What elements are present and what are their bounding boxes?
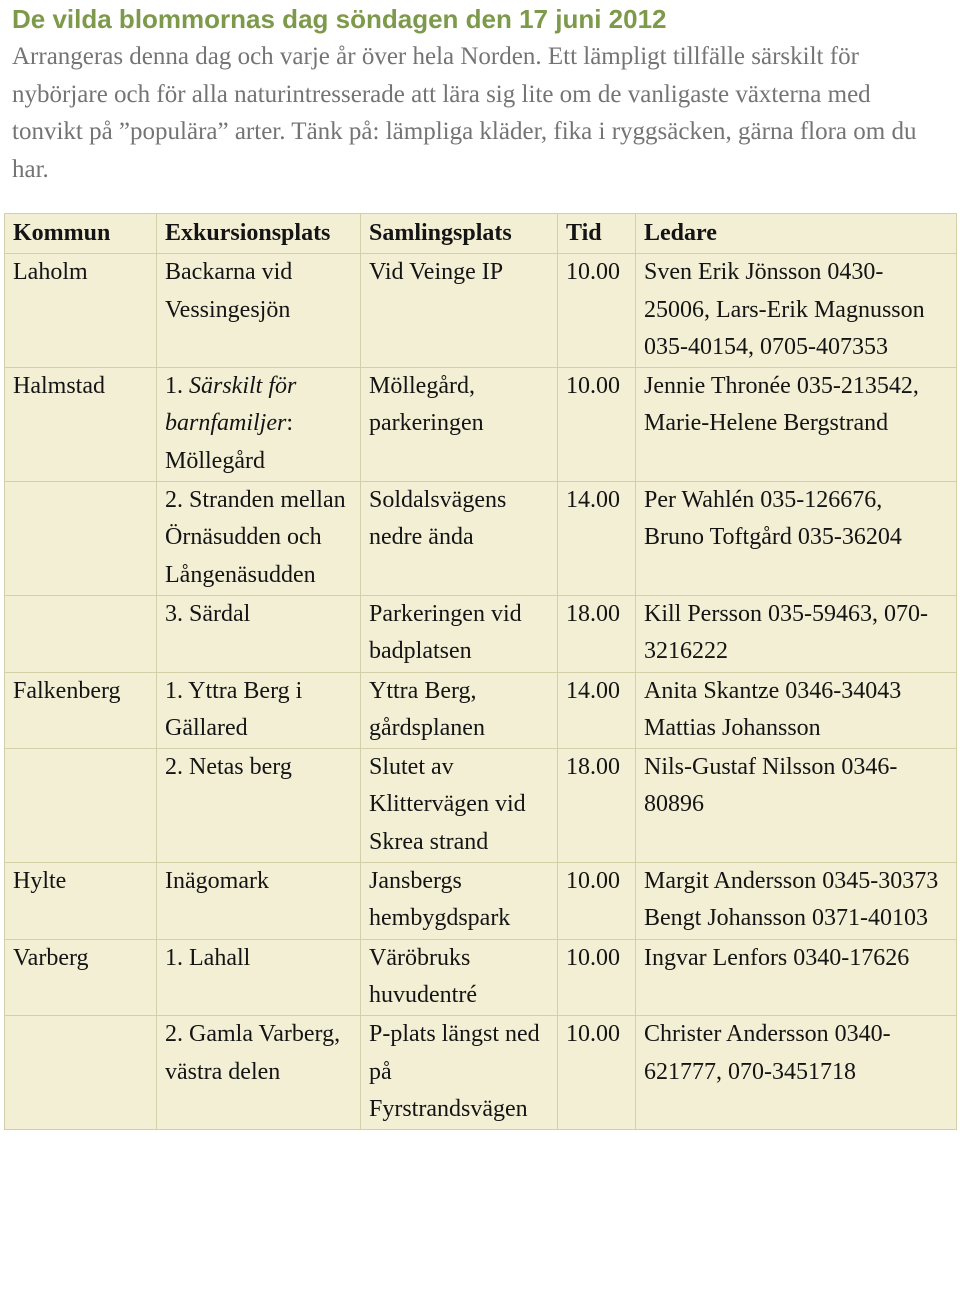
cell-kommun [5, 482, 157, 596]
plats-prefix: 1. [165, 373, 189, 400]
cell-ledare: Sven Erik Jönsson 0430-25006, Lars-Erik Magnusson 035-40154, 0705-407353 [636, 254, 957, 368]
cell-samlingsplats: P-plats längst ned på Fyrstrandsvägen [361, 1016, 558, 1130]
cell-samlingsplats: Jansbergs hembygdspark [361, 863, 558, 940]
header-samlingsplats: Samlingsplats [361, 214, 558, 254]
cell-exkursionsplats: 1. Yttra Berg i Gällared [157, 672, 361, 749]
cell-kommun: Halmstad [5, 368, 157, 482]
table-row [5, 749, 957, 863]
cell-ledare: Anita Skantze 0346-34043 Mattias Johansson [636, 672, 957, 749]
table-row [5, 368, 957, 482]
cell-kommun [5, 749, 157, 863]
cell-ledare: Kill Persson 035-59463, 070-3216222 [636, 595, 957, 672]
cell-exkursionsplats: Inägomark [157, 863, 361, 940]
table-row [5, 863, 957, 940]
cell-kommun [5, 595, 157, 672]
cell-tid: 18.00 [558, 595, 636, 672]
cell-tid: 10.00 [558, 939, 636, 1016]
cell-tid: 10.00 [558, 368, 636, 482]
cell-exkursionsplats: 2. Gamla Varberg, västra delen [157, 1016, 361, 1130]
cell-exkursionsplats: 1. Lahall [157, 939, 361, 1016]
table-row [5, 1016, 957, 1130]
intro-paragraph: Arrangeras denna dag och varje år över hela Norden. Ett lämpligt tillfälle särskilt för nybörjare och för alla naturintresserade att lära sig lite om de vanligaste växterna med tonvikt på ”populära” arter. Tänk på: lämpliga kläder, fika i ryggsäcken, gärna flora om du har. [12, 43, 917, 183]
cell-tid: 18.00 [558, 749, 636, 863]
cell-kommun: Hylte [5, 863, 157, 940]
cell-samlingsplats: Slutet av Klittervägen vid Skrea strand [361, 749, 558, 863]
table-row [5, 482, 957, 596]
header-kommun: Kommun [5, 214, 157, 254]
table-row [5, 254, 957, 368]
cell-kommun: Laholm [5, 254, 157, 368]
cell-kommun: Falkenberg [5, 672, 157, 749]
cell-samlingsplats: Yttra Berg, gårdsplanen [361, 672, 558, 749]
cell-ledare: Margit Andersson 0345-30373 Bengt Johansson 0371-40103 [636, 863, 957, 940]
cell-ledare: Christer Andersson 0340-621777, 070-3451718 [636, 1016, 957, 1130]
cell-samlingsplats: Vid Veinge IP [361, 254, 558, 368]
cell-tid: 14.00 [558, 672, 636, 749]
cell-exkursionsplats: 2. Netas berg [157, 749, 361, 863]
cell-tid: 14.00 [558, 482, 636, 596]
table-row [5, 939, 957, 1016]
excursion-table [4, 213, 957, 1130]
cell-samlingsplats: Väröbruks huvudentré [361, 939, 558, 1016]
header-ledare: Ledare [636, 214, 957, 254]
cell-ledare: Jennie Thronée 035-213542, Marie-Helene Bergstrand [636, 368, 957, 482]
cell-exkursionsplats: 2. Stranden mellan Örnäsudden och Långenäsudden [157, 482, 361, 596]
page-title: De vilda blommornas dag söndagen den 17 juni 2012 [12, 4, 667, 34]
cell-ledare: Ingvar Lenfors 0340-17626 [636, 939, 957, 1016]
table-header-row [5, 214, 957, 254]
plats-suffix: : Möllegård [165, 410, 294, 474]
cell-exkursionsplats: Backarna vid Vessingesjön [157, 254, 361, 368]
table-row [5, 595, 957, 672]
plats-italic-note: Särskilt för barnfamiljer [165, 373, 297, 437]
cell-tid: 10.00 [558, 1016, 636, 1130]
cell-tid: 10.00 [558, 254, 636, 368]
header-tid: Tid [558, 214, 636, 254]
cell-ledare: Per Wahlén 035-126676, Bruno Toftgård 035-36204 [636, 482, 957, 596]
cell-kommun: Varberg [5, 939, 157, 1016]
table-row [5, 672, 957, 749]
cell-samlingsplats: Soldalsvägens nedre ända [361, 482, 558, 596]
cell-exkursionsplats: 3. Särdal [157, 595, 361, 672]
header-exkursionsplats: Exkursionsplats [157, 214, 361, 254]
cell-samlingsplats: Möllegård, parkeringen [361, 368, 558, 482]
cell-samlingsplats: Parkeringen vid badplatsen [361, 595, 558, 672]
cell-tid: 10.00 [558, 863, 636, 940]
cell-ledare: Nils-Gustaf Nilsson 0346-80896 [636, 749, 957, 863]
cell-exkursionsplats [157, 368, 361, 482]
cell-kommun [5, 1016, 157, 1130]
